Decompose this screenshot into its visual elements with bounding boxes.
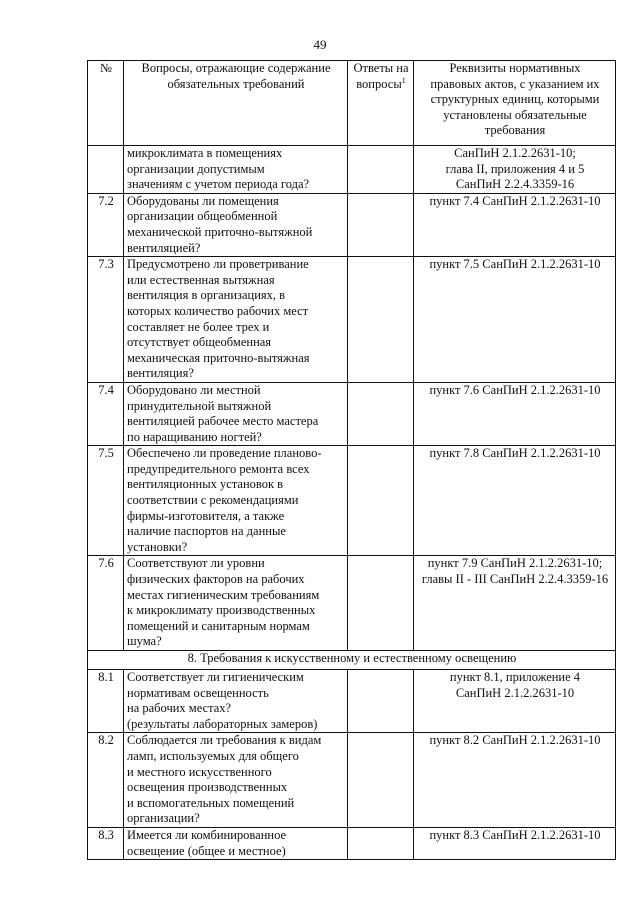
- question-line: механическая приточно-вытяжная: [127, 350, 310, 365]
- row-reference: [414, 193, 616, 256]
- header-reference-line: Реквизиты нормативных: [449, 61, 581, 75]
- header-answer-text: вопросы: [356, 76, 402, 91]
- question-line: установки?: [127, 539, 188, 554]
- header-number: №: [88, 61, 124, 146]
- question-line: значениям с учетом периода года?: [127, 177, 310, 192]
- question-line: организации общеобменной: [127, 209, 278, 224]
- row-number: [88, 146, 124, 194]
- question-line: освещение (общее и местное): [127, 843, 286, 858]
- question-line: Соответствует ли гигиеническим: [127, 670, 304, 684]
- reference-line: пункт 8.2 СанПиН 2.1.2.2631-10: [429, 733, 601, 748]
- question-line: Соответствуют ли уровни: [127, 556, 265, 571]
- row-number: 7.3: [88, 257, 124, 383]
- header-reference-line: правовых актов, с указанием их: [430, 76, 600, 91]
- row-answer[interactable]: [348, 193, 414, 256]
- table-row: [88, 257, 616, 383]
- question-line: к микроклимату производственных: [127, 603, 316, 618]
- table-row: [88, 193, 616, 256]
- row-reference: [414, 382, 616, 445]
- reference-line: СанПиН 2.1.2.2631-10: [455, 685, 575, 700]
- row-question: [124, 827, 348, 859]
- reference-line: пункт 7.4 СанПиН 2.1.2.2631-10: [429, 193, 601, 208]
- table-row: [88, 146, 616, 194]
- question-line: принудительной вытяжной: [127, 398, 272, 413]
- header-question-line: Вопросы, отражающие содержание: [141, 61, 331, 75]
- row-number: 7.6: [88, 556, 124, 651]
- question-line: шума?: [127, 634, 162, 649]
- row-reference: [414, 670, 616, 733]
- question-line: Оборудованы ли помещения: [127, 193, 279, 208]
- question-line: микроклимата в помещениях: [127, 146, 283, 160]
- question-line: физических факторов на рабочих: [127, 572, 305, 587]
- question-line: на рабочих местах?: [127, 701, 232, 716]
- row-reference: [414, 146, 616, 194]
- question-line: организации?: [127, 811, 200, 826]
- row-number: 7.5: [88, 446, 124, 556]
- header-reference: [414, 61, 616, 146]
- question-line: нормативам освещенность: [127, 685, 269, 700]
- row-answer[interactable]: [348, 827, 414, 859]
- header-reference-line: установлены обязательные: [443, 107, 587, 122]
- question-line: местах гигиеническим требованиям: [127, 587, 320, 602]
- row-question: [124, 193, 348, 256]
- question-line: Оборудовано ли местной: [127, 382, 261, 397]
- table-row: [88, 670, 616, 733]
- question-line: вентиляция?: [127, 366, 194, 381]
- question-line: вентиляцией?: [127, 240, 201, 255]
- row-question: [124, 670, 348, 733]
- row-answer[interactable]: [348, 670, 414, 733]
- reference-line: СанПиН 2.2.4.3359-16: [455, 177, 575, 192]
- row-answer[interactable]: [348, 446, 414, 556]
- question-line: вентиляционных установок в: [127, 477, 284, 492]
- question-line: или естественная вытяжная: [127, 272, 275, 287]
- question-line: фирмы-изготовителя, а также: [127, 508, 285, 523]
- table-body-section-8: [88, 670, 616, 860]
- row-reference: [414, 733, 616, 828]
- question-line: механической приточно-вытяжной: [127, 224, 313, 239]
- question-line: Соблюдается ли требования к видам: [127, 733, 322, 748]
- header-answer: [348, 61, 414, 146]
- reference-line: пункт 7.9 СанПиН 2.1.2.2631-10;: [427, 556, 603, 571]
- row-reference: [414, 257, 616, 383]
- row-question: [124, 556, 348, 651]
- question-line: соответствии с рекомендациями: [127, 493, 299, 508]
- requirements-table: [87, 60, 616, 860]
- reference-line: пункт 8.3 СанПиН 2.1.2.2631-10: [429, 827, 601, 842]
- table-body-section-7: [88, 146, 616, 651]
- reference-line: пункт 7.5 СанПиН 2.1.2.2631-10: [429, 257, 601, 272]
- question-line: Предусмотрено ли проветривание: [127, 257, 309, 272]
- question-line: организации допустимым: [127, 161, 265, 176]
- header-question-line: обязательных требований: [167, 76, 305, 91]
- header-row: [88, 61, 616, 146]
- question-line: освещения производственных: [127, 780, 288, 795]
- row-answer[interactable]: [348, 257, 414, 383]
- row-number: 7.4: [88, 382, 124, 445]
- reference-line: пункт 7.6 СанПиН 2.1.2.2631-10: [429, 382, 601, 397]
- reference-line: СанПиН 2.1.2.2631-10;: [454, 146, 576, 160]
- row-number: 8.3: [88, 827, 124, 859]
- question-line: и местного искусственного: [127, 764, 272, 779]
- question-line: наличие паспортов на данные: [127, 524, 286, 539]
- row-reference: [414, 446, 616, 556]
- row-number: 7.2: [88, 193, 124, 256]
- row-answer[interactable]: [348, 146, 414, 194]
- question-line: (результаты лабораторных замеров): [127, 716, 318, 731]
- row-question: [124, 446, 348, 556]
- header-answer-line: Ответы на: [353, 61, 409, 75]
- reference-line: пункт 7.8 СанПиН 2.1.2.2631-10: [429, 446, 601, 461]
- table-row: [88, 733, 616, 828]
- row-answer[interactable]: [348, 733, 414, 828]
- header-answer-line-with-footnote: [351, 77, 411, 93]
- header-reference-line: структурных единиц, которыми: [430, 92, 600, 107]
- question-line: Имеется ли комбинированное: [127, 827, 287, 842]
- reference-line: пункт 8.1, приложение 4: [449, 670, 581, 684]
- question-line: по наращиванию ногтей?: [127, 429, 262, 444]
- row-question: [124, 257, 348, 383]
- reference-line: главы II - III СанПиН 2.2.4.3359-16: [421, 572, 609, 587]
- row-number: 8.1: [88, 670, 124, 733]
- page-number: 49: [313, 37, 327, 52]
- row-answer[interactable]: [348, 382, 414, 445]
- reference-line: глава II, приложения 4 и 5: [445, 161, 585, 176]
- question-line: вентиляция в организациях, в: [127, 288, 286, 303]
- question-line: предупредительного ремонта всех: [127, 461, 310, 476]
- question-line: отсутствует общеобменная: [127, 335, 272, 350]
- question-line: и вспомогательных помещений: [127, 795, 295, 810]
- table-row: [88, 556, 616, 651]
- question-line: составляет не более трех и: [127, 319, 270, 334]
- row-reference: [414, 827, 616, 859]
- row-answer[interactable]: [348, 556, 414, 651]
- section-row: [88, 651, 616, 670]
- question-line: помещений и санитарным нормам: [127, 618, 310, 633]
- row-question: [124, 733, 348, 828]
- row-number: 8.2: [88, 733, 124, 828]
- table-header: [88, 61, 616, 146]
- header-reference-line: требования: [484, 123, 546, 138]
- row-question: [124, 382, 348, 445]
- table-section-heading: [88, 651, 616, 670]
- question-line: ламп, используемых для общего: [127, 748, 299, 763]
- footnote-marker: 1: [401, 75, 406, 85]
- header-question: [124, 61, 348, 146]
- row-question: [124, 146, 348, 194]
- question-line: Обеспечено ли проведение планово-: [127, 446, 322, 461]
- section-title: 8. Требования к искусственному и естественному освещению: [88, 651, 616, 670]
- table-row: [88, 446, 616, 556]
- question-line: вентиляцией рабочее место мастера: [127, 414, 319, 429]
- table-row: [88, 382, 616, 445]
- row-reference: [414, 556, 616, 651]
- table-row: [88, 827, 616, 859]
- question-line: которых количество рабочих мест: [127, 303, 309, 318]
